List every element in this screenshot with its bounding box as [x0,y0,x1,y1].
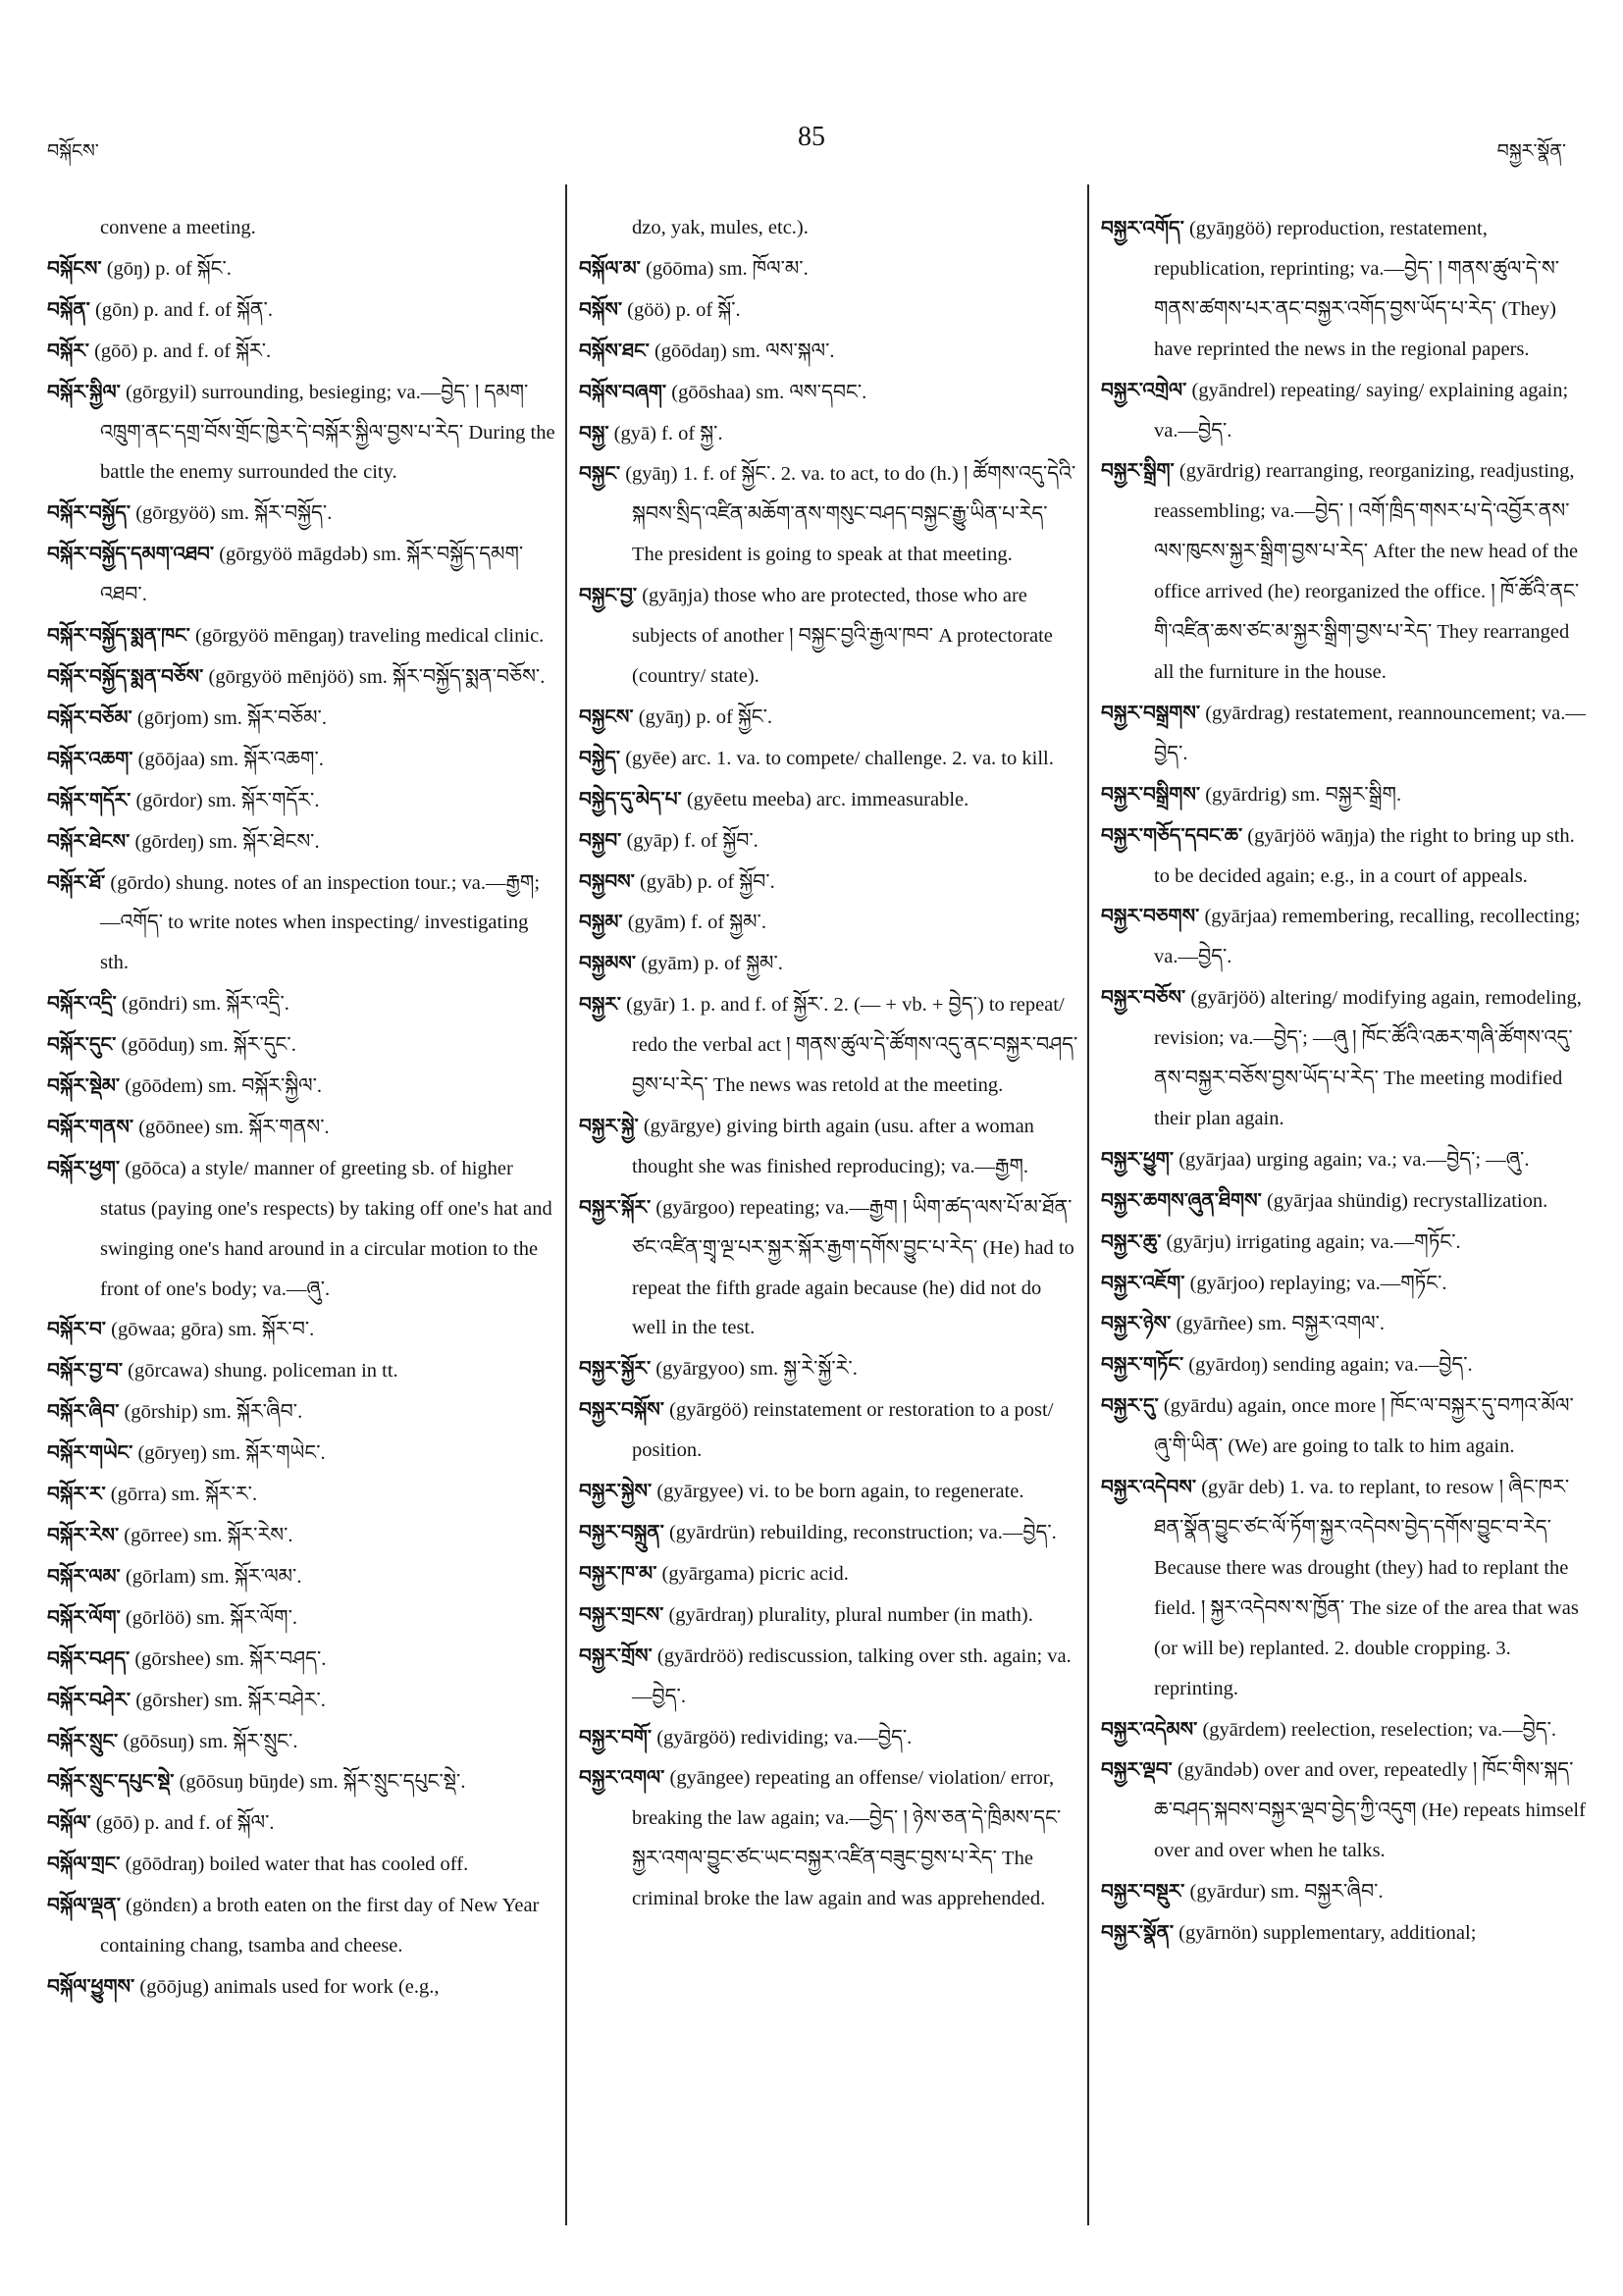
dictionary-entry [47,739,557,780]
dictionary-entry [47,1802,557,1844]
definition: (gyām) p. of སྐྱམ་. [641,953,783,975]
dictionary-entry [47,248,557,289]
definition: (gōōduŋ) sm. སྐོར་དུང་. [121,1034,296,1057]
dictionary-entry [47,1066,557,1107]
dictionary-entry [1101,896,1588,977]
definition: (gōrree) sm. སྐོར་རེས་. [124,1525,293,1546]
dictionary-entry [579,1553,1079,1594]
column-2 [579,208,1079,1919]
definition: (gōrgyil) surrounding, besieging; va.—བྱེད་ ། དམག་འཁྲུག་ནང་དགྲ་བོས་གྲོང་ཁྱེར་དེ་བསྐོར་སྐྱིལ་བྱས་པ་རེད་ During the battle the enemy surrounded the city. [100,381,555,484]
dictionary-entry [47,656,557,698]
definition: (gōrjom) sm. སྐོར་བཅོམ་. [136,706,327,729]
definition: (gōn) p. and f. of སྐོན་. [95,298,273,321]
definition: (gōōma) sm. ཁོལ་མ་. [646,257,809,280]
headword: བསྐྱར་གྲོས་ [579,1643,653,1667]
headword: བསྐོར་ཕྱག་ [47,1155,121,1179]
definition: (gōndri) sm. སྐོར་འདྲི་. [121,993,289,1016]
definition: (gyārdem) reelection, reselection; va.—བྱེད་. [1202,1718,1557,1741]
headword: བསྐྱར་འགལ་ [579,1765,665,1790]
dictionary-entry [47,493,557,534]
definition: (gōwaa; gōra) sm. སྐོར་བ་. [111,1319,315,1341]
definition: (gyārgyee) vi. to be born again, to regenerate. [656,1481,1024,1503]
definition: (gyārjaa) urging again; va.; va.—བྱེད་; —ཞུ་. [1178,1148,1530,1171]
dictionary-entry [579,861,1079,903]
definition: (gōōjaa) sm. སྐོར་འཆག་. [137,748,324,770]
definition: (gyār) 1. p. and f. of སྐྱོར་. 2. (— + vb. + བྱེད་) to repeat/ redo the verbal act ། གནས་ཚུལ་དེ་ཚོགས་འདུ་ནང་བསྐྱར་བཤད་བྱས་པ་རེད་ The news was retold at the meeting. [626,994,1078,1097]
definition: (gyārgyoo) sm. སྐྱ་རེ་སྐྱོ་རེ་. [655,1358,858,1381]
headword: བསྐོར་སྡེམ་ [47,1073,121,1098]
headword: བསྐྱར་ཁ་མ་ [579,1560,657,1585]
dictionary-entry [579,779,1079,820]
headword: བསྐོར་རེས་ [47,1523,120,1546]
definition: (gōōsuŋ būŋde) sm. སྐོར་སྲུང་དཔུང་སྡེ་. [179,1771,466,1794]
dictionary-entry [579,248,1079,289]
headword: བསྐོར་བསྐྱོད་སྨན་ཁང་ [47,623,190,648]
dictionary-entry [1101,208,1588,370]
definition: (gōōjug) animals used for work (e.g., [139,1975,440,1998]
definition: (göö) p. of སྐོ་. [627,298,741,321]
dictionary-entry [47,1597,557,1639]
dictionary-entry [1101,1912,1588,1954]
column-3 [1101,208,1588,1954]
headword: བསྐོས་ [579,296,623,321]
dictionary-entry [47,1556,557,1597]
headword: བསྐྱར་འདེབས་ [1101,1475,1197,1499]
dictionary-entry [579,984,1079,1106]
headword: བསྐོར་བསྐྱོད་ [47,500,131,525]
dictionary-entry [1101,815,1588,897]
dictionary-entry [1101,1749,1588,1871]
headword: བསྐོར་གནས་ [47,1114,134,1138]
headword: བསྐྱར་བཅགས་ [1101,904,1200,928]
definition: (gyāp) f. of སྐྱོབ་. [626,829,759,852]
definition: (gyārjaa shündig) recrystallization. [1266,1189,1548,1212]
dictionary-entry [1101,370,1588,451]
definition: (gyāndəb) over and over, repeatedly ། ཁོང་གིས་སྐད་ཆ་བཤད་སྐབས་བསྐྱར་ལྡབ་བྱེད་ཀྱི་འདུག (He) repeats himself over and over when he talks. [1154,1759,1586,1862]
definition: (gyāŋ) p. of སྐྱོང་. [638,705,773,728]
headword: བསྐྱམ་ [579,910,623,934]
definition: (gyārdrig) rearranging, reorganizing, readjusting, reassembling; va.—བྱེད་ ། འགོ་ཁྲིད་གསར་པ་དེ་འབྱོར་ནས་ལས་ཁུངས་སྐྱར་སྒྲིག་བྱས་པ་རེད་ After the new head of the office arrived (he) reorganized the office. ། ཁོ་ཚོའི་ནང་གི་འཛིན་ཆས་ཙང་མ་སྐྱར་སྒྲིག་བྱས་པ་རེད་ They rearranged all the furniture in the house. [1154,460,1580,683]
headword: བསྐྱབ་ [579,827,622,852]
headword: བསྐོར་བཤེར་ [47,1687,131,1711]
dictionary-entry [1101,774,1588,815]
dictionary-entry [47,821,557,862]
definition: (gōrshee) sm. སྐོར་བཤད་. [134,1647,327,1670]
headword: བསྐྱ་ [579,420,609,444]
headword: བསྐྱར་ཆགས་ཞུན་ཐིགས་ [1101,1187,1262,1212]
definition: (gyēe) arc. 1. va. to compete/ challenge. 2. va. to kill. [625,747,1054,769]
definition: (gōrra) sm. སྐོར་ར་. [110,1484,258,1506]
definition: (gōōshaa) sm. ལས་དབང་. [671,381,867,403]
dictionary-entry [47,1350,557,1391]
headword: བསྐྱར་གཅོད་དབང་ཆ་ [1101,822,1243,847]
dictionary-entry [579,902,1079,943]
headword: བསྐྱར་སྣོན་ [1101,1920,1175,1945]
dictionary-entry [579,453,1079,575]
headword: བསྐོར་ལོག་ [47,1604,121,1629]
headword: བསྐྱར་ཆུ་ [1101,1228,1162,1253]
headword: བསྐོངས་ [47,255,102,280]
running-head-left: བསྐོངས་ [47,140,99,162]
headword: བསྐོར་འདྲི་ [47,991,117,1016]
headword: བསྐོར་སྐྱིལ་ [47,379,121,403]
definition: (gōōdaŋ) sm. ལས་སྐལ་. [654,339,835,362]
definition: (gōōnee) sm. སྐོར་གནས་. [138,1116,330,1138]
dictionary-entry [579,697,1079,738]
dictionary-entry [1101,1385,1588,1467]
definition: (gōō) p. and f. of སྐོལ་. [95,1812,275,1835]
definition: (gōōdem) sm. བསྐོར་སྐྱིལ་. [125,1075,323,1098]
headword: བསྐྱར་གྲངས་ [579,1601,664,1626]
column-rule [565,184,567,2225]
definition: (gyāb) p. of སྐྱོབ་. [639,870,775,893]
dictionary-entry [579,738,1079,779]
dictionary-entry [47,780,557,821]
dictionary-entry [47,615,557,656]
dictionary-entry [1101,1139,1588,1180]
headword: བསྐྱར་བསྒྲགས་ [1101,700,1201,724]
dictionary-entry [579,1717,1079,1758]
dictionary-entry [47,534,557,615]
definition: (gōryeŋ) sm. སྐོར་གཡེང་. [137,1442,326,1465]
definition: (gōrlöö) sm. སྐོར་ལོག་. [125,1606,298,1629]
definition: (gyārgama) picric acid. [661,1562,849,1585]
headword: བསྐྱར་བགོ་ [579,1724,653,1748]
dictionary-entry [579,331,1079,372]
definition: (gyārgöö) redividing; va.—བྱེད་. [656,1726,913,1748]
headword: བསྐྱམས་ [579,951,637,975]
headword: བསྐྱང་ [579,461,621,486]
dictionary-entry [579,820,1079,861]
headword: བསྐོར་བྱ་བ་ [47,1358,124,1383]
headword: བསྐྱར་ཉེས་ [1101,1311,1172,1335]
headword: བསྐོར་སྲུང་ [47,1728,119,1752]
headword: བསྐོར་གཡེང་ [47,1440,133,1465]
headword: བསྐྱར་བསྐོས་ [579,1397,664,1422]
headword: བསྐོལ་ལྡན་ [47,1893,121,1917]
definition: (gyēetu meeba) arc. immeasurable. [686,788,969,810]
dictionary-entry [47,289,557,331]
definition: (gōrlam) sm. སྐོར་ལམ་. [125,1565,302,1588]
dictionary-entry [1101,1180,1588,1222]
dictionary-entry [579,1106,1079,1187]
headword: བསྐྱང་བྱ་ [579,583,638,607]
dictionary-entry [1101,693,1588,774]
headword: བསྐོར་ [47,338,89,362]
dictionary-entry [47,1721,557,1762]
dictionary-entry [579,1187,1079,1349]
headword: བསྐོར་ར་ [47,1482,106,1506]
dictionary-entry [47,1024,557,1066]
dictionary-entry [1101,1344,1588,1385]
definition: (gyārgöö) reinstatement or restoration to a post/ position. [632,1399,1054,1462]
headword: བསྐྱེད་ [579,745,621,769]
definition: (gōrdo) shung. notes of an inspection tour.; va.—རྒྱག; —འགོད་ to write notes when inspecting/ investigating sth. [100,871,541,974]
page-number: 85 [798,122,825,152]
definition: dzo, yak, mules, etc.). [632,217,809,238]
definition: (gyārdrün) rebuilding, reconstruction; va.—བྱེད་. [668,1522,1057,1543]
headword: བསྐོར་ལམ་ [47,1563,121,1588]
headword: བསྐོས་བཞག་ [579,379,667,403]
definition: (gyārju) irrigating again; va.—གཏོང་. [1166,1230,1461,1253]
headword: བསྐྱར་ཕྱུག་ [1101,1146,1175,1171]
definition: (gyārnön) supplementary, additional; [1178,1922,1477,1945]
definition: (gyāŋ) 1. f. of སྐྱོང་. 2. va. to act, to do (h.) ། ཚོགས་འདུ་དེའི་སྐབས་སྲིད་འཛིན་མཆོག་ནས་གསུང་བཤད་བསྐྱང་རྒྱུ་ཡིན་པ་རེད་ The president is going to speak at that meeting. [625,463,1076,566]
headword: བསྐྱར་གཏོང་ [1101,1352,1184,1377]
dictionary-entry [1101,977,1588,1139]
column-rule [1087,184,1089,2225]
headword: བསྐྱར་འདེམས་ [1101,1716,1198,1741]
definition: (gyārdrag) restatement, reannouncement; va.—བྱེད་. [1154,702,1586,764]
headword: བསྐོར་ཐོ་ [47,869,106,894]
headword: བསྐོར་བསྐྱོད་སྨན་བཅོས་ [47,663,204,688]
dictionary-entry [579,1471,1079,1512]
definition: (gōō) p. and f. of སྐོར་. [94,339,272,362]
headword: བསྐྱར་འགྲེལ་ [1101,377,1187,401]
headword: བསྐོར་གདོར་ [47,787,131,811]
headword: བསྐོར་ཞིབ་ [47,1399,120,1424]
definition: (gōōca) a style/ manner of greeting sb. of higher status (paying one's respects) by taking off one's hat and swinging one's hand around in a circular motion to the front of one's body; va.—ཞུ་. [100,1157,552,1300]
dictionary-entry [579,372,1079,413]
definition: (gyāŋja) those who are protected, those who are subjects of another ། བསྐྱང་བྱའི་རྒྱལ་ཁབ་ A protectorate (country/ state). [632,585,1053,687]
dictionary-entry [47,1680,557,1721]
dictionary-entry [47,1639,557,1680]
entry-continuation [47,208,557,248]
definition: (gyām) f. of སྐྱམ་. [627,912,766,934]
headword: བསྐྱེད་དུ་མེད་པ་ [579,786,682,810]
definition: (gōrdeŋ) sm. སྐོར་ཐེངས་. [134,830,320,853]
dictionary-entry [47,1107,557,1148]
headword: བསྐོལ་ཕྱུགས་ [47,1973,135,1998]
headword: བསྐྱར་བསྒྲིགས་ [1101,781,1201,806]
headword: བསྐྱར་འཇོག་ [1101,1270,1185,1294]
definition: (gyārdrig) sm. བསྐྱར་སྒྲིག. [1205,783,1402,806]
dictionary-entry [579,1348,1079,1389]
entry-continuation [579,208,1079,248]
definition: (gyārdoŋ) sending again; va.—བྱེད་. [1188,1354,1473,1377]
definition: (gōrgyöö mēngaŋ) traveling medical clinic. [195,625,545,648]
dictionary-entry [47,372,557,494]
headword: བསྐོལ་མ་ [579,255,641,280]
definition: (gyārñee) sm. བསྐྱར་འགལ་. [1176,1313,1386,1335]
headword: བསྐྱར་སྒྲིག་ [1101,458,1175,483]
dictionary-entry [47,1474,557,1515]
definition: (gyāngee) repeating an offense/ violation/ error, breaking the law again; va.—བྱེད་ ། ཉེས་ཅན་དེ་ཁྲིམས་དང་སྐྱར་འགལ་བྱུང་ཙང་ཡང་བསྐྱར་འཛིན་བཟུང་བྱས་པ་རེད་ The criminal broke the law again and was apprehended. [632,1767,1062,1910]
headword: བསྐྱར་ [579,992,621,1017]
headword: བསྐོར་བཤད་ [47,1645,131,1670]
definition: (gōrcawa) shung. policeman in tt. [128,1360,398,1383]
dictionary-entry [579,289,1079,331]
dictionary-entry [47,1148,557,1310]
definition: (gyārdraŋ) plurality, plural number (in math). [668,1603,1033,1626]
dictionary-entry [47,1844,557,1885]
headword: བསྐྱབས་ [579,868,635,893]
dictionary-entry [1101,450,1588,692]
dictionary-entry [47,1309,557,1350]
dictionary-entry [579,575,1079,697]
column-1 [47,208,557,2008]
dictionary-entry [1101,1709,1588,1750]
headword: བསྐོར་བ་ [47,1317,106,1341]
definition: (gyārjaa) remembering, recalling, recollecting; va.—བྱེད་. [1154,906,1581,968]
dictionary-entry [47,331,557,372]
definition: (gōōdraŋ) boiled water that has cooled off. [125,1853,469,1876]
dictionary-entry [579,413,1079,454]
dictionary-entry [47,983,557,1024]
dictionary-entry [579,1757,1079,1919]
definition: (gōŋ) p. of སྐོང་. [106,257,232,280]
dictionary-entry [47,1966,557,2008]
headword: བསྐོལ་གྲང་ [47,1852,121,1876]
definition: (gōōsuŋ) sm. སྐོར་སྲུང་. [123,1730,298,1752]
definition: (gyārjöö wāŋja) the right to bring up sth. to be decided again; e.g., in a court of appeals. [1154,824,1575,887]
definition: (gyā) f. of སྐྱ་. [613,422,723,444]
definition: (gōrdor) sm. སྐོར་གདོར་. [135,789,320,811]
headword: བསྐོར་སྲུང་དཔུང་སྡེ་ [47,1769,175,1794]
definition: (gyārgoo) repeating; va.—རྒྱག ། ཡིག་ཚད་ལས་པོ་མ་ཐོན་ཙང་འཛིན་གྲྭ་ལྔ་པར་སྐྱར་སྐོར་རྒྱག་དགོས་བྱུང་པ་རེད་ (He) had to repeat the fifth grade again because (he) did not do well in the test. [632,1196,1074,1339]
headword: བསྐྱར་སྐྱོར་ [579,1356,652,1381]
headword: བསྐོན་ [47,296,90,321]
headword: བསྐོར་འཆག་ [47,746,133,770]
definition: convene a meeting. [100,217,256,238]
definition: (gyār deb) 1. va. to replant, to resow ། ཞིང་ཁར་ཐན་སྣོན་བྱུང་ཙང་ལོ་ཏོག་སྐྱར་འདེབས་བྱེད་དགོས་བྱུང་བ་རེད་ Because there was drought (they) had to replant the field. ། སྐྱར་འདེབས་ས་ཁྱོན་ The size of the area that was (or will be) replanted. 2. double cropping. 3. reprinting. [1154,1477,1579,1699]
headword: བསྐྱར་བསྡུར་ [1101,1879,1185,1904]
definition: (gōrgyöö) sm. སྐོར་བསྐྱོད་. [135,502,333,525]
headword: བསྐོར་ཐེངས་ [47,828,131,853]
dictionary-entry [579,1594,1079,1636]
dictionary-entry [1101,1303,1588,1344]
headword: བསྐྱར་བསྐྲུན་ [579,1520,664,1543]
definition: (gyārdu) again, once more ། ཁོང་ལ་བསྐྱར་དུ་བཀའ་མོལ་ཞུ་གི་ཡིན་ (We) are going to talk to him again. [1154,1395,1574,1458]
headword: བསྐོར་བསྐྱོད་དམག་འཐབ་ [47,542,215,566]
definition: (göndɛn) a broth eaten on the first day of New Year containing chang, tsamba and cheese. [100,1895,540,1957]
dictionary-entry [579,1512,1079,1553]
definition: (gyārgye) giving birth again (usu. after a woman thought she was finished reproducing); va.—རྒྱག. [632,1115,1034,1177]
dictionary-entry [579,1389,1079,1471]
dictionary-entry [1101,1263,1588,1304]
definition: (gōrgyöö māgdəb) sm. སྐོར་བསྐྱོད་དམག་འཐབ་. [100,544,524,606]
definition: (gyārdröö) rediscussion, talking over sth. again; va.—བྱེད་. [632,1644,1072,1707]
headword: བསྐྱར་འགོད་ [1101,216,1184,239]
dictionary-entry [47,698,557,739]
definition: (gyārdur) sm. བསྐྱར་ཞིབ་. [1189,1881,1384,1904]
running-head-right: བསྐྱར་སྣོན་ [1496,140,1566,162]
headword: བསྐོས་ཐང་ [579,338,650,362]
headword: བསྐོར་བཅོམ་ [47,704,132,729]
definition: (gōrship) sm. སྐོར་ཞིབ་. [124,1401,303,1424]
definition: (gyārjoo) replaying; va.—གཏོང་. [1189,1272,1447,1294]
dictionary-entry [1101,1871,1588,1912]
headword: བསྐྱར་སྐྱེས་ [579,1479,653,1503]
dictionary-entry [47,1391,557,1433]
headword: བསྐྱངས་ [579,704,634,728]
dictionary-entry [47,1885,557,1966]
headword: བསྐོལ་ [47,1810,91,1835]
headword: བསྐྱར་སྐྱེ་ [579,1113,639,1137]
dictionary-entry [47,1515,557,1556]
definition: (gyāŋgöö) reproduction, restatement, republication, reprinting; va.—བྱེད་ ། གནས་ཚུལ་དེ་ས་གནས་ཚགས་པར་ནང་བསྐྱར་འགོད་བྱས་ཡོད་པ་རེད་ (They) have reprinted the news in the regional papers. [1154,218,1560,360]
dictionary-entry [579,1636,1079,1717]
dictionary-entry [47,1761,557,1802]
dictionary-entry [579,943,1079,984]
dictionary-entry [47,862,557,984]
dictionary-entry [1101,1222,1588,1263]
headword: བསྐྱར་དུ་ [1101,1393,1159,1418]
dictionary-entry [47,1433,557,1474]
definition: (gōrsher) sm. སྐོར་བཤེར་. [135,1689,326,1711]
dictionary-entry [1101,1467,1588,1708]
headword: བསྐོར་དུང་ [47,1032,117,1057]
definition: (gyārjöö) altering/ modifying again, remodeling, revision; va.—བྱེད་; —ཞུ ། ཁོང་ཚོའི་འཆར་གཞི་ཚོགས་འདུ་ནས་བསྐྱར་བཅོས་བྱས་ཡོད་པ་རེད་ The meeting modified their plan again. [1154,987,1582,1129]
headword: བསྐྱར་སྐོར་ [579,1194,652,1219]
headword: བསྐྱར་བཅོས་ [1101,985,1186,1010]
headword: བསྐྱར་ལྡབ་ [1101,1757,1173,1782]
definition: (gōrgyöö mēnjöö) sm. སྐོར་བསྐྱོད་སྨན་བཅོས་. [208,665,546,688]
definition: (gyāndrel) repeating/ saying/ explaining again; va.—བྱེད་. [1154,379,1569,442]
